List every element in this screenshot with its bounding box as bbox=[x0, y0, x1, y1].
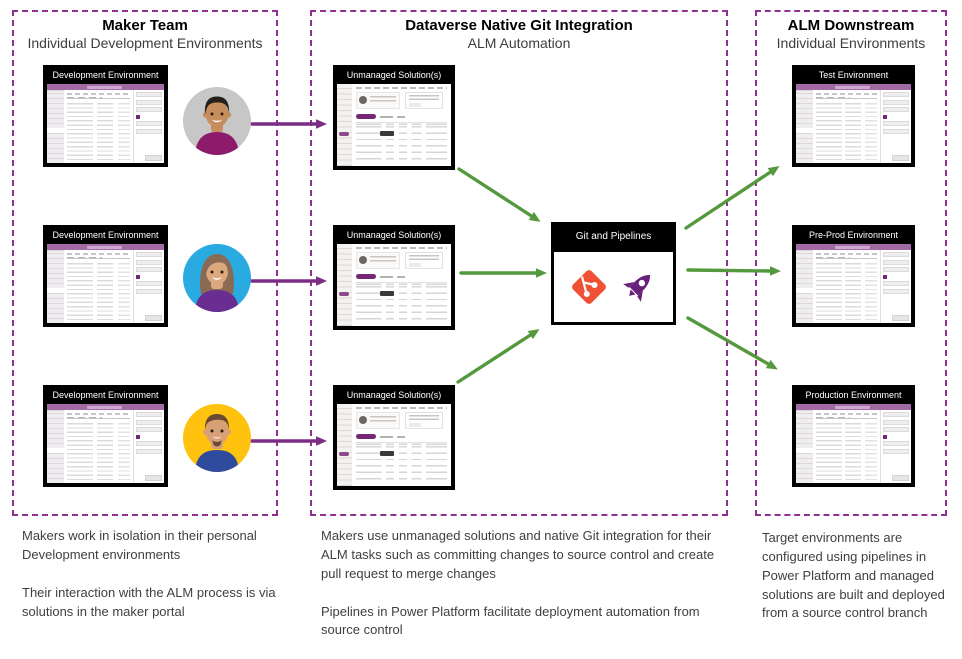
mini-solutions-table bbox=[356, 442, 447, 484]
mini-left-nav bbox=[796, 250, 813, 323]
mini-source-banner bbox=[356, 412, 447, 429]
mini-buttons bbox=[892, 315, 909, 321]
mini-table-area bbox=[813, 90, 880, 163]
dev-environment-box-2 bbox=[43, 225, 168, 327]
notes-alm-downstream bbox=[762, 529, 946, 642]
mini-screenshot-portal bbox=[796, 84, 911, 163]
mini-left-nav bbox=[337, 244, 352, 326]
mini-table-rows bbox=[67, 263, 130, 321]
mini-repo-card bbox=[356, 92, 400, 109]
notes-dataverse-git bbox=[321, 527, 723, 659]
mini-properties-pane bbox=[133, 410, 164, 483]
mini-properties-pane bbox=[880, 250, 911, 323]
production-environment-box bbox=[792, 385, 915, 487]
mini-table-area bbox=[813, 410, 880, 483]
box-title: Unmanaged Solution(s) bbox=[346, 390, 442, 400]
mini-accent-pill bbox=[356, 114, 376, 119]
mini-table-rows bbox=[816, 423, 877, 481]
mini-table-area bbox=[813, 250, 880, 323]
mini-properties-pane bbox=[880, 410, 911, 483]
mini-nav-selected bbox=[339, 292, 349, 296]
panel-title: Dataverse Native Git Integration bbox=[405, 17, 633, 34]
mini-branch-dropdown bbox=[405, 252, 443, 269]
mini-screenshot-solutions bbox=[337, 244, 451, 326]
mini-left-nav bbox=[796, 90, 813, 163]
box-title: Development Environment bbox=[52, 230, 159, 240]
mini-table-rows bbox=[816, 263, 877, 321]
box-title: Production Environment bbox=[805, 390, 902, 400]
mini-solutions-table bbox=[356, 122, 447, 164]
mini-buttons bbox=[892, 475, 909, 481]
mini-accent-toggle bbox=[136, 115, 140, 119]
mini-tooltip bbox=[380, 291, 394, 296]
mini-repo-card bbox=[356, 252, 400, 269]
mini-command-bar bbox=[356, 407, 447, 409]
mini-buttons bbox=[892, 155, 909, 161]
test-environment-box bbox=[792, 65, 915, 167]
mini-repo-icon bbox=[359, 416, 367, 424]
note-paragraph: Pipelines in Power Platform facilitate deployment automation from source control bbox=[321, 603, 700, 638]
git-pipelines-body bbox=[554, 252, 673, 322]
git-icon bbox=[569, 267, 609, 307]
mini-screenshot-portal bbox=[796, 244, 911, 323]
mini-nav-selected bbox=[47, 288, 64, 293]
mini-tooltip bbox=[380, 451, 394, 456]
mini-body bbox=[47, 90, 164, 163]
mini-source-banner bbox=[356, 252, 447, 269]
mini-branch-dropdown bbox=[405, 412, 443, 429]
mini-body bbox=[796, 250, 911, 323]
mini-properties-pane bbox=[133, 250, 164, 323]
box-title: Pre-Prod Environment bbox=[808, 230, 899, 240]
git-and-pipelines-box bbox=[551, 222, 676, 325]
mini-source-banner bbox=[356, 92, 447, 109]
mini-body bbox=[47, 250, 164, 323]
box-title: Development Environment bbox=[52, 390, 159, 400]
box-title: Development Environment bbox=[52, 70, 159, 80]
panel-subtitle: Individual Environments bbox=[776, 35, 926, 51]
note-paragraph: Target environments are configured using pipelines in Power Platform and managed solutions are built and deployed from a source control branch bbox=[762, 530, 945, 621]
mini-accent-pill bbox=[356, 274, 376, 279]
mini-nav-selected bbox=[796, 288, 813, 293]
mini-table-rows bbox=[816, 103, 877, 161]
mini-command-bar bbox=[67, 253, 130, 255]
mini-left-nav bbox=[337, 404, 352, 486]
panel-title: Maker Team bbox=[102, 17, 188, 34]
mini-repo-icon bbox=[359, 96, 367, 104]
mini-command-bar bbox=[816, 253, 877, 255]
mini-table-rows bbox=[67, 423, 130, 481]
mini-solutions-area bbox=[352, 84, 451, 166]
mini-left-nav bbox=[47, 90, 64, 163]
dev-environment-box-3 bbox=[43, 385, 168, 487]
unmanaged-solutions-box-3 bbox=[333, 385, 455, 490]
mini-command-bar bbox=[356, 87, 447, 89]
box-title: Unmanaged Solution(s) bbox=[346, 70, 442, 80]
mini-left-nav bbox=[337, 84, 352, 166]
avatar-maker-1 bbox=[183, 87, 251, 155]
mini-tooltip bbox=[380, 131, 394, 136]
box-title: Test Environment bbox=[818, 70, 889, 80]
mini-nav-selected bbox=[47, 128, 64, 133]
mini-nav-selected bbox=[339, 452, 349, 456]
unmanaged-solutions-box-1 bbox=[333, 65, 455, 170]
mini-accent-toggle bbox=[136, 275, 140, 279]
mini-body bbox=[337, 404, 451, 486]
mini-nav-selected bbox=[339, 132, 349, 136]
panel-subtitle: Individual Development Environments bbox=[27, 35, 263, 51]
mini-screenshot-portal bbox=[47, 244, 164, 323]
mini-body bbox=[337, 244, 451, 326]
mini-screenshot-portal bbox=[796, 404, 911, 483]
mini-command-bar bbox=[816, 93, 877, 95]
mini-accent-toggle bbox=[883, 275, 887, 279]
mini-command-bar bbox=[67, 413, 130, 415]
note-paragraph: Their interaction with the ALM process is via solutions in the maker portal bbox=[22, 584, 276, 619]
mini-searchbox bbox=[87, 406, 122, 409]
panel-subtitle: ALM Automation bbox=[467, 35, 571, 51]
mini-buttons bbox=[145, 475, 162, 481]
mini-nav-selected bbox=[47, 448, 64, 453]
mini-solutions-table bbox=[356, 282, 447, 324]
avatar-maker-3 bbox=[183, 404, 251, 472]
note-paragraph: Makers use unmanaged solutions and native Git integration for their ALM tasks such as committing changes to source control and create pull request to merge changes bbox=[321, 528, 715, 581]
mini-repo-icon bbox=[359, 256, 367, 264]
mini-body bbox=[796, 410, 911, 483]
preprod-environment-box bbox=[792, 225, 915, 327]
mini-body bbox=[47, 410, 164, 483]
mini-solutions-area bbox=[352, 404, 451, 486]
mini-searchbox bbox=[835, 406, 870, 409]
mini-searchbox bbox=[835, 246, 870, 249]
notes-maker-team bbox=[22, 527, 280, 640]
mini-properties-pane bbox=[133, 90, 164, 163]
mini-table-area bbox=[64, 90, 133, 163]
mini-screenshot-solutions bbox=[337, 84, 451, 166]
mini-nav-selected bbox=[796, 448, 813, 453]
unmanaged-solutions-box-2 bbox=[333, 225, 455, 330]
mini-nav-selected bbox=[796, 128, 813, 133]
mini-properties-pane bbox=[880, 90, 911, 163]
mini-buttons bbox=[145, 155, 162, 161]
mini-command-bar bbox=[67, 93, 130, 95]
mini-screenshot-portal bbox=[47, 84, 164, 163]
mini-accent-pill bbox=[356, 434, 376, 439]
dev-environment-box-1 bbox=[43, 65, 168, 167]
mini-left-nav bbox=[47, 410, 64, 483]
avatar-maker-2 bbox=[183, 244, 251, 312]
mini-buttons bbox=[145, 315, 162, 321]
mini-branch-dropdown bbox=[405, 92, 443, 109]
panel-title: ALM Downstream bbox=[787, 17, 915, 34]
mini-accent-toggle bbox=[136, 435, 140, 439]
mini-command-bar bbox=[816, 413, 877, 415]
mini-searchbox bbox=[835, 86, 870, 89]
mini-solutions-area bbox=[352, 244, 451, 326]
mini-filter-row bbox=[356, 434, 447, 439]
mini-filter-row bbox=[356, 114, 447, 119]
mini-accent-toggle bbox=[883, 435, 887, 439]
box-title: Unmanaged Solution(s) bbox=[346, 230, 442, 240]
mini-table-area bbox=[64, 250, 133, 323]
mini-screenshot-solutions bbox=[337, 404, 451, 486]
mini-searchbox bbox=[87, 246, 122, 249]
mini-left-nav bbox=[796, 410, 813, 483]
mini-body bbox=[796, 90, 911, 163]
mini-accent-toggle bbox=[883, 115, 887, 119]
note-paragraph: Makers work in isolation in their personal Development environments bbox=[22, 528, 257, 562]
mini-left-nav bbox=[47, 250, 64, 323]
mini-command-bar bbox=[356, 247, 447, 249]
mini-table-area bbox=[64, 410, 133, 483]
box-title: Git and Pipelines bbox=[575, 231, 652, 242]
rocket-icon bbox=[618, 267, 658, 307]
mini-table-rows bbox=[67, 103, 130, 161]
mini-filter-row bbox=[356, 274, 447, 279]
mini-searchbox bbox=[87, 86, 122, 89]
mini-body bbox=[337, 84, 451, 166]
mini-repo-card bbox=[356, 412, 400, 429]
mini-screenshot-portal bbox=[47, 404, 164, 483]
